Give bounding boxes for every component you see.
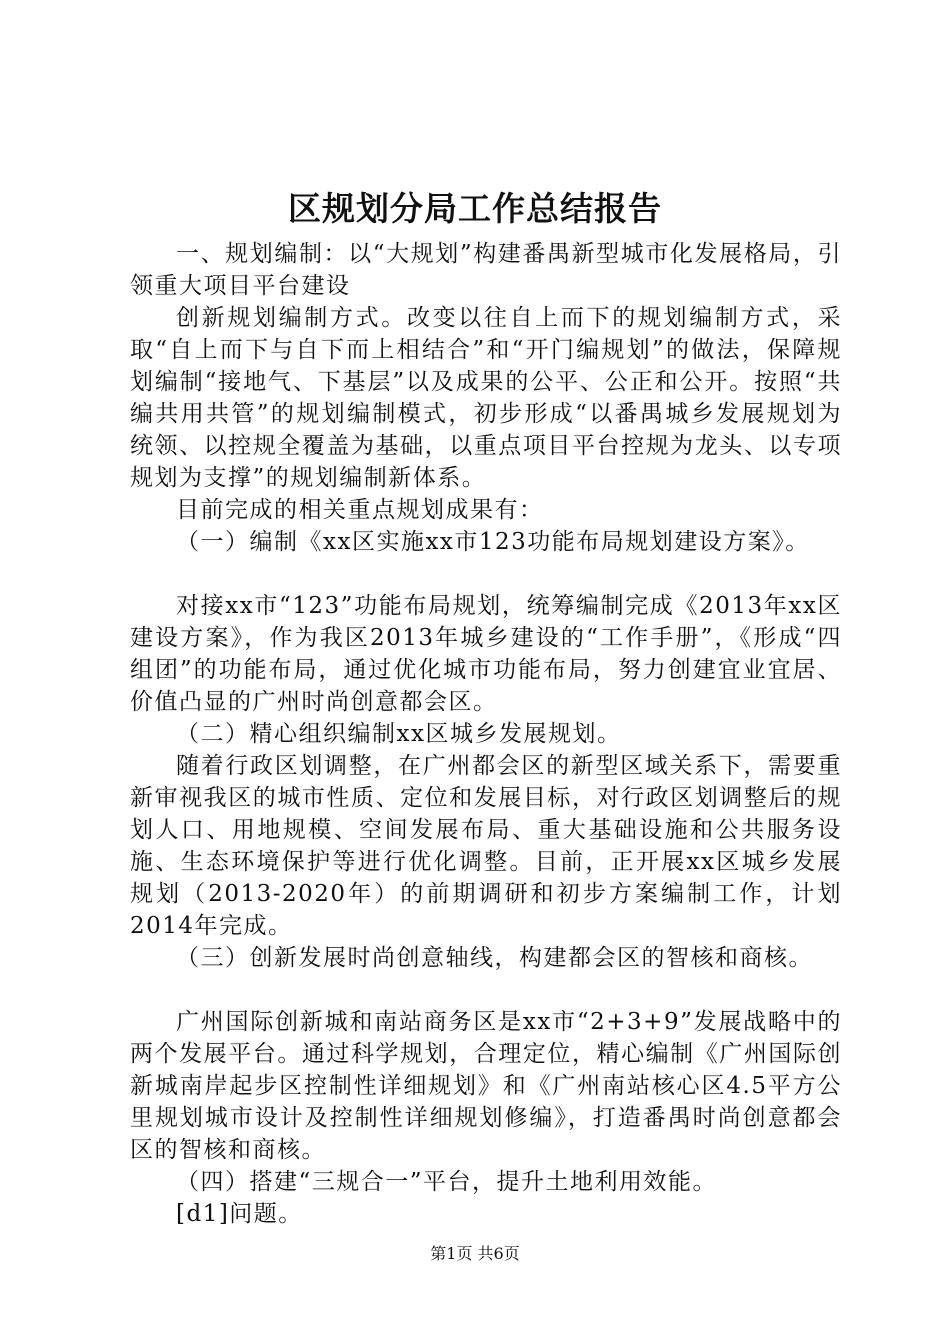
item-heading-4: （四）搭建“三规合一”平台，提升土地利用效能。 (176, 1169, 718, 1195)
paragraph-results-intro: 目前完成的相关重点规划成果有： (176, 497, 544, 523)
paragraph-function-layout: 对接xx市“123”功能布局规划，统筹编制完成《2013年xx区建设方案》，作为我区2013年城乡建设的“工作手册”，《形成“四组团”的功能布局，通过优化城市功能布局，努力创建宜业宜居、价值凸显的广州时尚创意都会区。 (130, 593, 842, 715)
item-heading-1: （一）编制《xx区实施xx市123功能布局规划建设方案》。 (176, 529, 810, 555)
item-heading-2: （二）精心组织编制xx区城乡发展规划。 (176, 721, 622, 747)
document-body (130, 238, 842, 1230)
paragraph-innovation: 创新规划编制方式。改变以往自上而下的规划编制方式，采取“自上而下与自下而上相结合”和“开门编规划”的做法，保障规划编制“接地气、下基层”以及成果的公平、公正和公开。按照“共编共用共管”的规划编制模式，初步形成“以番禺城乡发展规划为统领、以控规全覆盖为基础，以重点项目平台控规为龙头、以专项规划为支撑”的规划编制新体系。 (130, 305, 842, 491)
page-footer: 第1页 共6页 (430, 1244, 520, 1263)
paragraph-problem: [d1]问题。 (176, 1201, 303, 1227)
item-heading-3: （三）创新发展时尚创意轴线，构建都会区的智核和商核。 (176, 945, 813, 971)
section-heading-planning: 一、规划编制：以“大规划”构建番禺新型城市化发展格局，引领重大项目平台建设 (130, 241, 842, 299)
paragraph-innovation-city: 广州国际创新城和南站商务区是xx市“2+3+9”发展战略中的两个发展平台。通过科学规划，合理定位，精心编制《广州国际创新城南岸起步区控制性详细规划》和《广州南站核心区4.5平方公里规划城市设计及控制性详细规划修编》，打造番禺时尚创意都会区的智核和商核。 (130, 1009, 842, 1163)
paragraph-urban-rural: 随着行政区划调整，在广州都会区的新型区域关系下，需要重新审视我区的城市性质、定位和发展目标，对行政区划调整后的规划人口、用地规模、空间发展布局、重大基础设施和公共服务设施、生态环境保护等进行优化调整。目前，正开展xx区城乡发展规划（2013-2020年）的前期调研和初步方案编制工作，计划2014年完成。 (130, 753, 842, 939)
document-title: 区规划分局工作总结报告 (288, 189, 662, 228)
